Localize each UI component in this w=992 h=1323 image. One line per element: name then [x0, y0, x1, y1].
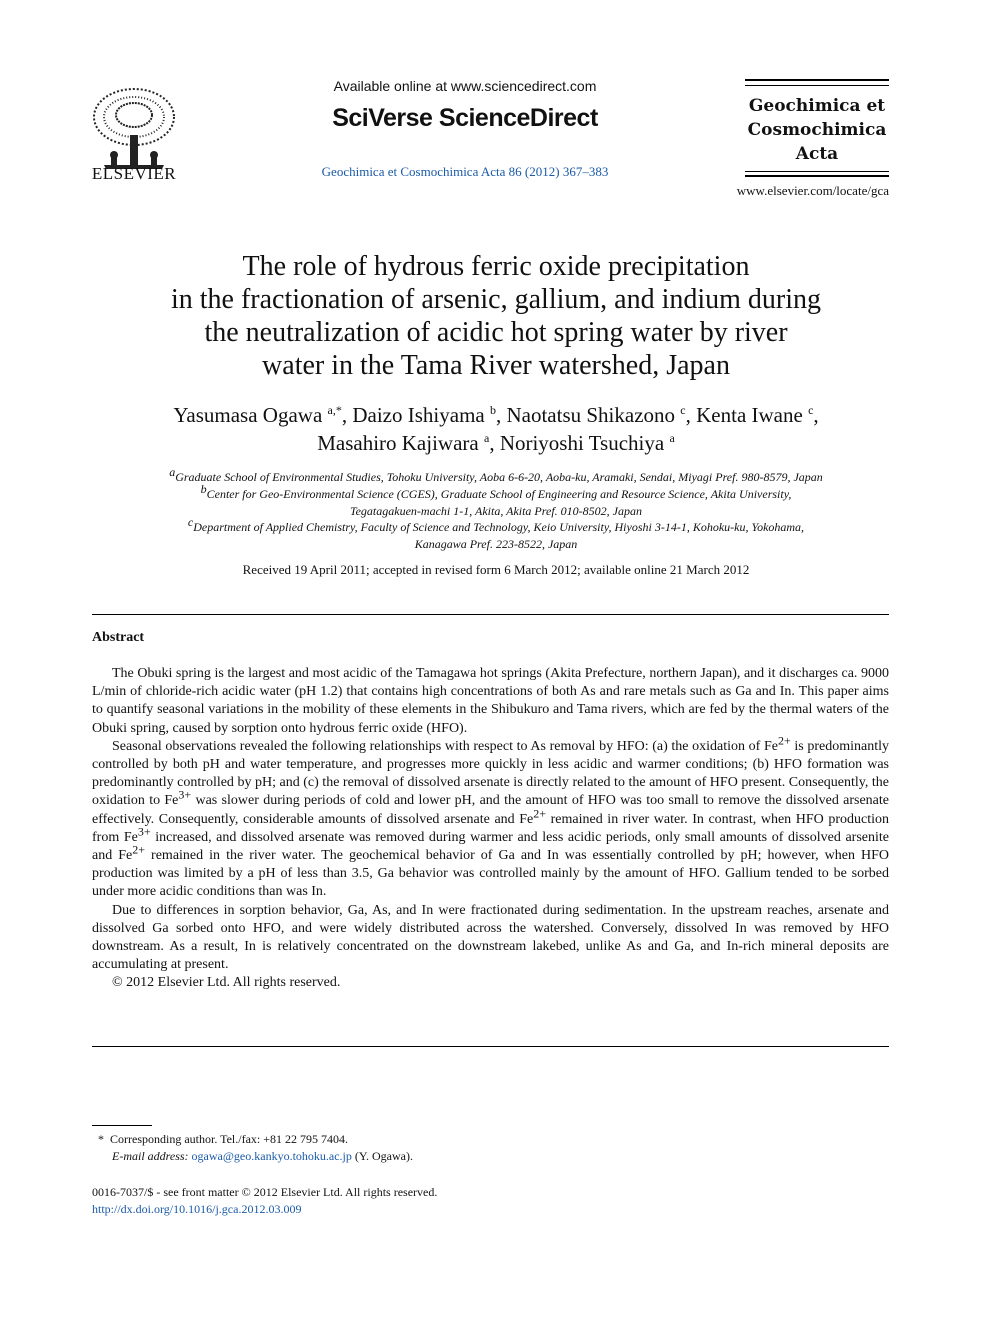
- author-name[interactable]: Naotatsu Shikazono: [506, 403, 676, 427]
- received-dates: Received 19 April 2011; accepted in revised form 6 March 2012; available online 21 March 2012: [242, 562, 750, 577]
- doi-link[interactable]: http://dx.doi.org/10.1016/j.gca.2012.03.009: [92, 1202, 302, 1216]
- affiliation-line: Department of Applied Chemistry, Faculty of Science and Technology, Keio University, Hiyoshi 3-14-1, Kohoku-ku, Yokohama,: [193, 520, 805, 534]
- affiliation-line: Kanagawa Pref. 223-8522, Japan: [414, 536, 578, 551]
- abstract-paragraph: The Obuki spring is the largest and most acidic of the Tamagawa hot springs (Akita Prefecture, northern Japan), and it discharges ca. 9000 L/min of chloride-rich acidic water (pH 1.2) that contains high concentrations of both As and rare metals such as Ga and In. This paper aims to quantify seasonal variations in the mobility of these elements in the Shibukuro and Tama rivers, which are fed by the thermal waters of the Obuki spring, caused by sorption onto hydrous ferric oxide (HFO).: [92, 666, 889, 736]
- platform-logo: SciVerse ScienceDirect: [332, 104, 598, 132]
- abstract-bottom-rule: [92, 1046, 889, 1047]
- journal-title-line: Acta: [795, 144, 839, 164]
- title-line: The role of hydrous ferric oxide precipitation: [242, 251, 750, 282]
- issn-note: 0016-7037/$ - see front matter © 2012 Elsevier Ltd. All rights reserved.: [92, 1185, 438, 1199]
- journal-rule: [745, 171, 889, 172]
- author-mark[interactable]: a: [483, 431, 490, 445]
- affiliation-mark: c: [187, 515, 194, 529]
- journal-rule: [745, 79, 889, 81]
- abstract-heading: Abstract: [92, 630, 145, 645]
- title-line: water in the Tama River watershed, Japan: [262, 350, 730, 381]
- corresponding-text: Corresponding author. Tel./fax: +81 22 795 7404.: [110, 1132, 349, 1146]
- author-name[interactable]: Yasumasa Ogawa: [173, 403, 323, 427]
- author-mark[interactable]: a,*: [327, 403, 342, 417]
- footnote-mark: *: [98, 1132, 104, 1146]
- author-name[interactable]: Kenta Iwane: [696, 403, 803, 427]
- author-mark[interactable]: c: [808, 403, 814, 417]
- email-suffix: (Y. Ogawa).: [354, 1149, 413, 1163]
- affiliation-line: Graduate School of Environmental Studies, Tohoku University, Aoba 6-6-20, Aoba-ku, Aramaki, Sendai, Miyagi Pref. 980-8579, Japan: [175, 470, 823, 484]
- affiliation-a: [100, 465, 892, 486]
- author-mark[interactable]: b: [489, 403, 496, 417]
- author-name[interactable]: Noriyoshi Tsuchiya: [499, 431, 665, 455]
- journal-url[interactable]: www.elsevier.com/locate/gca: [736, 183, 889, 198]
- email-link[interactable]: ogawa@geo.kankyo.tohoku.ac.jp: [191, 1149, 352, 1163]
- email-label: E-mail address:: [112, 1149, 189, 1163]
- title-line: in the fractionation of arsenic, gallium, and indium during: [170, 284, 822, 315]
- author-mark[interactable]: c: [680, 403, 686, 417]
- abstract-paragraph: Due to differences in sorption behavior, Ga, As, and In were fractionated during sedimentation. In the upstream reaches, arsenate and dissolved Ga sorbed onto HFO, and were widely distributed across the watershed. Conversely, dissolved In was removed by HFO downstream. As a result, In is relatively concentrated on the downstream lakebed, unlike As and Ga, and In-rich mineral deposits are accumulating at present.: [92, 902, 889, 973]
- journal-title-line: Geochimica et: [748, 96, 886, 116]
- affiliation-mark: a: [169, 465, 176, 479]
- abstract-body: [92, 665, 889, 993]
- publisher-name: ELSEVIER: [91, 164, 177, 183]
- article-title: [100, 250, 892, 382]
- author-list: Yasumasa Ogawa $^{a,*}$, Daizo Ishiyama $^b$, Naotatsu Shikazono $^c$, Kenta Iwane $^c$, Masahiro Kajiwara $^a$, Noriyoshi Tsuchiya $^a$: [173, 403, 819, 455]
- affiliation-c: [100, 515, 892, 552]
- affiliation-line: Center for Geo-Environmental Science (CGES), Graduate School of Engineering and Resource Science, Akita University,: [206, 487, 792, 501]
- journal-title: [745, 94, 889, 166]
- author-name[interactable]: Daizo Ishiyama: [352, 403, 485, 427]
- journal-title-line: Cosmochimica: [747, 120, 887, 140]
- author-mark[interactable]: a: [669, 431, 675, 445]
- title-line: the neutralization of acidic hot spring water by river: [204, 317, 788, 348]
- footnote-rule: [92, 1125, 152, 1126]
- journal-rule: [745, 175, 889, 177]
- journal-citation-link[interactable]: Geochimica et Cosmochimica Acta 86 (2012) 367–383: [321, 164, 609, 179]
- affiliation-b: [100, 482, 892, 519]
- abstract-paragraph: Seasonal observations revealed the following relationships with respect to As removal by HFO: (a) the oxidation of $Fe^{2+}$ is predominantly controlled by both pH and water temperature, and progresses more quickly in less acidic and warmer conditions; (b) HFO formation was predominantly controlled by pH; and (c) the removal of dissolved arsenate is directly related to the amount of HFO present. Consequently, the oxidation to $Fe^{3+}$ was slower during periods of cold and lower pH, and the amount of HFO was too small to remove the dissolved arsenate effectively. Consequently, considerable amounts of dissolved arsenate and $Fe^{2+}$ remained in river water. In contrast, when HFO production from $Fe^{3+}$ increased, and dissolved arsenate was removed during warmer and less acidic periods, only small amounts of dissolved arsenite and $Fe^{2+}$ remained in the river water. The geochemical behavior of Ga and In was essentially controlled by pH; however, when HFO production was limited by a pH of less than 3.5, Ga behavior was controlled mainly by the amount of HFO. Gallium tended to be sorbed under more acidic conditions than was In.: [92, 733, 890, 900]
- affiliation-line: Tegatagakuen-machi 1-1, Akita, Akita Pref. 010-8502, Japan: [350, 503, 642, 518]
- abstract-top-rule: [92, 614, 889, 615]
- corresponding-author-note: [92, 1131, 895, 1148]
- email-note: [92, 1148, 909, 1165]
- copyright-notice: © 2012 Elsevier Ltd. All rights reserved.: [112, 975, 341, 991]
- journal-rule: [745, 85, 889, 86]
- author-name[interactable]: Masahiro Kajiwara: [317, 431, 479, 455]
- affiliation-mark: b: [200, 482, 207, 496]
- available-online: Available online at www.sciencedirect.com: [333, 78, 597, 94]
